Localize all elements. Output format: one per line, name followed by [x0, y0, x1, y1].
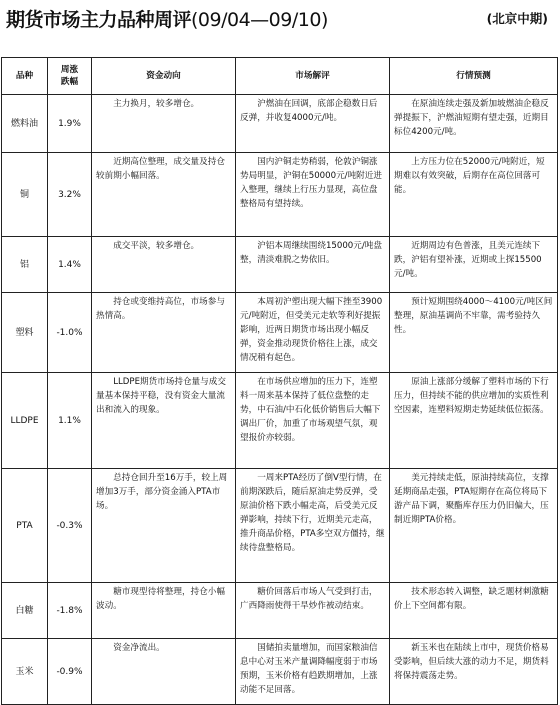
market-review: 国储拍卖量增加，而国家粮油信息中心对玉米产量调降幅度弱于市场预期，玉米价格有趋跌期增加，上涨动能不足回落。 — [236, 639, 390, 705]
market-forecast: 美元持续走低，原油持续高位，支撑延期商品走强，PTA短期存在高位将局下游产品下调，聚酯库存压力仍旧偏大，压制近期PTA价格。 — [390, 469, 558, 583]
product-name: LLDPE — [2, 373, 48, 469]
market-review: 在市场供应增加的压力下，连塑料一周来基本保持了低位盘整的走势，中石油/中石化低价销售后大幅下调出厂价，加重了市场观望气氛，观望报价亦较弱。 — [236, 373, 390, 469]
table-header-row — [2, 58, 558, 95]
market-review: 沪铝本周继续围绕15000元/吨盘整，清淡难脱之势依旧。 — [236, 237, 390, 293]
page-title — [6, 5, 328, 32]
weekly-review-table — [1, 57, 558, 705]
title-date-range: (09/04—09/10) — [191, 9, 328, 31]
funds-flow: 总持仓回升至16万手，较上周增加3万手，部分资金涌入PTA市场。 — [92, 469, 236, 583]
market-forecast: 近期周边有色普涨，且美元连续下跌，沪铝有望补涨，近期或上探15500元/吨。 — [390, 237, 558, 293]
market-review: 国内沪铜走势稍弱，伦敦沪铜涨势局明显，沪铜在50000元/吨附近进入整理，继续上行压力显现，高位盘整格局有望持续。 — [236, 153, 390, 237]
product-name: 玉米 — [2, 639, 48, 705]
funds-flow: LLDPE期货市场持仓量与成交量基本保持平稳，没有资金大量流出和流入的现象。 — [92, 373, 236, 469]
col-header-forecast: 行情预测 — [390, 58, 558, 95]
funds-flow: 持仓或变维持高位，市场参与热情高。 — [92, 293, 236, 373]
market-forecast: 新玉米也在陆续上市中，现货价格易受影响，但后续大涨的动力不足，期货料将保持震荡走势。 — [390, 639, 558, 705]
col-header-product: 品种 — [2, 58, 48, 95]
weekly-change: -0.9% — [48, 639, 92, 705]
market-forecast: 原油上涨部分缓解了塑料市场的下行压力，但持续不能的供应增加的实质性利空因素，连塑料短期走势延续低位振荡。 — [390, 373, 558, 469]
product-name: 塑料 — [2, 293, 48, 373]
weekly-change: 1.9% — [48, 95, 92, 153]
table-row — [2, 237, 558, 293]
market-forecast: 预计短期围绕4000～4100元/吨区间整理，原油基调尚不牢靠，需考验持久性。 — [390, 293, 558, 373]
weekly-change: 1.1% — [48, 373, 92, 469]
market-forecast: 在原油连续走强及新加坡燃油企稳反弹提振下，沪燃油短期有望走强，近期目标位4200元/吨。 — [390, 95, 558, 153]
weekly-change: -1.8% — [48, 583, 92, 639]
table-row — [2, 583, 558, 639]
col-header-funds: 资金动向 — [92, 58, 236, 95]
title-main: 期货市场主力品种周评 — [6, 9, 192, 31]
source-label: (北京中期) — [486, 11, 548, 26]
product-name: 燃料油 — [2, 95, 48, 153]
weekly-change: -0.3% — [48, 469, 92, 583]
funds-flow: 糖市现型待将整理，持仓小幅波动。 — [92, 583, 236, 639]
table-row — [2, 95, 558, 153]
weekly-change: -1.0% — [48, 293, 92, 373]
funds-flow: 近期高位整理，成交量及持仓较前期小幅回落。 — [92, 153, 236, 237]
table-row — [2, 469, 558, 583]
product-name: 铜 — [2, 153, 48, 237]
weekly-change: 3.2% — [48, 153, 92, 237]
col-header-review: 市场解评 — [236, 58, 390, 95]
market-forecast: 上方压力位在52000元/吨附近，短期难以有效突破，后期存在高位回落可能。 — [390, 153, 558, 237]
funds-flow: 成交平淡，较多增仓。 — [92, 237, 236, 293]
weekly-change: 1.4% — [48, 237, 92, 293]
col-header-change: 周涨 跌幅 — [48, 58, 92, 95]
funds-flow: 主力换月，较多增仓。 — [92, 95, 236, 153]
table-row — [2, 293, 558, 373]
funds-flow: 资金净流出。 — [92, 639, 236, 705]
table-row — [2, 153, 558, 237]
table-row — [2, 373, 558, 469]
market-forecast: 技术形态转入调整，缺乏题材刺激糖价上下空间都有限。 — [390, 583, 558, 639]
market-review: 一周来PTA经历了倒V型行情，在前期深跌后，随后原油走势反弹，受原油价格下跌小幅走高，后受美元反弹影响，持续下行，近期美元走高，推升商品价格，PTA多空双方僵持，继续待盘整格局。 — [236, 469, 390, 583]
product-name: 铝 — [2, 237, 48, 293]
product-name: 白糖 — [2, 583, 48, 639]
product-name: PTA — [2, 469, 48, 583]
market-review: 本周初沪塑出现大幅下挫至3900元/吨附近，但受美元走软等利好提振影响，近两日期货市场出现小幅反弹，资金推动现货价格往上涨，成交情况稍有起色。 — [236, 293, 390, 373]
market-review: 沪燃油在回调，底部企稳数日后反弹，并收复4000元/吨。 — [236, 95, 390, 153]
market-review: 糖价回落后市场人气受到打击，广西降雨使得干旱炒作被动结束。 — [236, 583, 390, 639]
